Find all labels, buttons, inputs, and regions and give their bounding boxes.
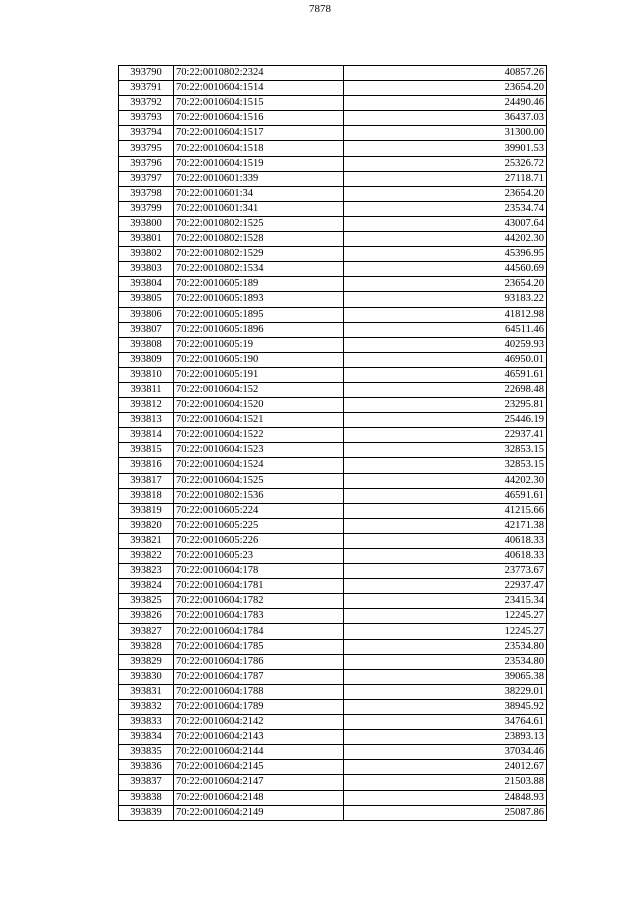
row-number-cell: 393821 bbox=[119, 533, 174, 548]
value-cell: 46950.01 bbox=[344, 352, 547, 367]
table-row bbox=[119, 549, 547, 564]
value-cell: 46591.61 bbox=[344, 367, 547, 382]
table-row bbox=[119, 699, 547, 714]
table-row bbox=[119, 398, 547, 413]
row-number-cell: 393811 bbox=[119, 382, 174, 397]
value-cell: 64511.46 bbox=[344, 322, 547, 337]
table-row bbox=[119, 473, 547, 488]
table-row bbox=[119, 337, 547, 352]
table-row bbox=[119, 458, 547, 473]
cadastral-number-cell: 70:22:0010604:1784 bbox=[174, 624, 344, 639]
value-cell: 23295.81 bbox=[344, 398, 547, 413]
table-row bbox=[119, 247, 547, 262]
value-cell: 24012.67 bbox=[344, 760, 547, 775]
cadastral-number-cell: 70:22:0010604:1520 bbox=[174, 398, 344, 413]
cadastral-number-cell: 70:22:0010802:1525 bbox=[174, 216, 344, 231]
cadastral-number-cell: 70:22:0010601:34 bbox=[174, 186, 344, 201]
row-number-cell: 393827 bbox=[119, 624, 174, 639]
table-row bbox=[119, 594, 547, 609]
table-row bbox=[119, 262, 547, 277]
table-row bbox=[119, 730, 547, 745]
table-row bbox=[119, 126, 547, 141]
row-number-cell: 393809 bbox=[119, 352, 174, 367]
table-row bbox=[119, 352, 547, 367]
value-cell: 40618.33 bbox=[344, 533, 547, 548]
table-row bbox=[119, 141, 547, 156]
row-number-cell: 393795 bbox=[119, 141, 174, 156]
table-row bbox=[119, 156, 547, 171]
cadastral-number-cell: 70:22:0010605:189 bbox=[174, 277, 344, 292]
row-number-cell: 393797 bbox=[119, 171, 174, 186]
row-number-cell: 393833 bbox=[119, 715, 174, 730]
value-cell: 23534.74 bbox=[344, 201, 547, 216]
value-cell: 22937.41 bbox=[344, 428, 547, 443]
table-row bbox=[119, 609, 547, 624]
cadastral-number-cell: 70:22:0010604:2148 bbox=[174, 790, 344, 805]
row-number-cell: 393799 bbox=[119, 201, 174, 216]
row-number-cell: 393814 bbox=[119, 428, 174, 443]
cadastral-number-cell: 70:22:0010605:1896 bbox=[174, 322, 344, 337]
table-row bbox=[119, 775, 547, 790]
table-row bbox=[119, 216, 547, 231]
table-body bbox=[119, 66, 547, 821]
cadastral-number-cell: 70:22:0010604:152 bbox=[174, 382, 344, 397]
cadastral-number-cell: 70:22:0010604:1518 bbox=[174, 141, 344, 156]
table-row bbox=[119, 488, 547, 503]
row-number-cell: 393798 bbox=[119, 186, 174, 201]
table-row bbox=[119, 790, 547, 805]
table-row bbox=[119, 443, 547, 458]
cadastral-number-cell: 70:22:0010605:225 bbox=[174, 518, 344, 533]
cadastral-number-cell: 70:22:0010605:1895 bbox=[174, 307, 344, 322]
row-number-cell: 393834 bbox=[119, 730, 174, 745]
cadastral-number-cell: 70:22:0010601:339 bbox=[174, 171, 344, 186]
page-number: 7878 bbox=[309, 3, 331, 15]
cadastral-number-cell: 70:22:0010604:1787 bbox=[174, 669, 344, 684]
value-cell: 23654.20 bbox=[344, 81, 547, 96]
value-cell: 23654.20 bbox=[344, 186, 547, 201]
value-cell: 40857.26 bbox=[344, 66, 547, 81]
cadastral-number-cell: 70:22:0010601:341 bbox=[174, 201, 344, 216]
row-number-cell: 393837 bbox=[119, 775, 174, 790]
cadastral-number-cell: 70:22:0010604:2147 bbox=[174, 775, 344, 790]
value-cell: 31300.00 bbox=[344, 126, 547, 141]
cadastral-number-cell: 70:22:0010604:1783 bbox=[174, 609, 344, 624]
value-cell: 12245.27 bbox=[344, 624, 547, 639]
cadastral-number-cell: 70:22:0010604:2144 bbox=[174, 745, 344, 760]
value-cell: 36437.03 bbox=[344, 111, 547, 126]
table-row bbox=[119, 171, 547, 186]
value-cell: 27118.71 bbox=[344, 171, 547, 186]
value-cell: 12245.27 bbox=[344, 609, 547, 624]
row-number-cell: 393806 bbox=[119, 307, 174, 322]
cadastral-number-cell: 70:22:0010604:1519 bbox=[174, 156, 344, 171]
table-row bbox=[119, 292, 547, 307]
table-row bbox=[119, 186, 547, 201]
cadastral-number-cell: 70:22:0010604:1782 bbox=[174, 594, 344, 609]
table-row bbox=[119, 322, 547, 337]
value-cell: 23893.13 bbox=[344, 730, 547, 745]
row-number-cell: 393800 bbox=[119, 216, 174, 231]
cadastral-number-cell: 70:22:0010604:1514 bbox=[174, 81, 344, 96]
table-row bbox=[119, 277, 547, 292]
table-row bbox=[119, 639, 547, 654]
row-number-cell: 393813 bbox=[119, 413, 174, 428]
cadastral-number-cell: 70:22:0010604:2149 bbox=[174, 805, 344, 820]
table-row bbox=[119, 307, 547, 322]
row-number-cell: 393802 bbox=[119, 247, 174, 262]
table-row bbox=[119, 684, 547, 699]
cadastral-number-cell: 70:22:0010604:1516 bbox=[174, 111, 344, 126]
row-number-cell: 393791 bbox=[119, 81, 174, 96]
value-cell: 34764.61 bbox=[344, 715, 547, 730]
value-cell: 45396.95 bbox=[344, 247, 547, 262]
table-row bbox=[119, 428, 547, 443]
row-number-cell: 393807 bbox=[119, 322, 174, 337]
row-number-cell: 393796 bbox=[119, 156, 174, 171]
value-cell: 44560.69 bbox=[344, 262, 547, 277]
row-number-cell: 393818 bbox=[119, 488, 174, 503]
cadastral-number-cell: 70:22:0010605:19 bbox=[174, 337, 344, 352]
cadastral-number-cell: 70:22:0010604:1521 bbox=[174, 413, 344, 428]
cadastral-number-cell: 70:22:0010604:1525 bbox=[174, 473, 344, 488]
value-cell: 41215.66 bbox=[344, 503, 547, 518]
cadastral-number-cell: 70:22:0010604:1515 bbox=[174, 96, 344, 111]
cadastral-number-cell: 70:22:0010604:1789 bbox=[174, 699, 344, 714]
cadastral-number-cell: 70:22:0010604:1524 bbox=[174, 458, 344, 473]
value-cell: 46591.61 bbox=[344, 488, 547, 503]
value-cell: 38945.92 bbox=[344, 699, 547, 714]
value-cell: 44202.30 bbox=[344, 473, 547, 488]
row-number-cell: 393817 bbox=[119, 473, 174, 488]
row-number-cell: 393803 bbox=[119, 262, 174, 277]
table-row bbox=[119, 654, 547, 669]
cadastral-number-cell: 70:22:0010605:23 bbox=[174, 549, 344, 564]
cadastral-number-cell: 70:22:0010605:224 bbox=[174, 503, 344, 518]
row-number-cell: 393828 bbox=[119, 639, 174, 654]
row-number-cell: 393835 bbox=[119, 745, 174, 760]
cadastral-number-cell: 70:22:0010604:1523 bbox=[174, 443, 344, 458]
table-row bbox=[119, 81, 547, 96]
row-number-cell: 393831 bbox=[119, 684, 174, 699]
table-row bbox=[119, 413, 547, 428]
value-cell: 23415.34 bbox=[344, 594, 547, 609]
value-cell: 39901.53 bbox=[344, 141, 547, 156]
cadastral-number-cell: 70:22:0010604:2143 bbox=[174, 730, 344, 745]
value-cell: 23534.80 bbox=[344, 654, 547, 669]
value-cell: 24490.46 bbox=[344, 96, 547, 111]
cadastral-number-cell: 70:22:0010604:2145 bbox=[174, 760, 344, 775]
value-cell: 38229.01 bbox=[344, 684, 547, 699]
row-number-cell: 393829 bbox=[119, 654, 174, 669]
table-row bbox=[119, 503, 547, 518]
row-number-cell: 393825 bbox=[119, 594, 174, 609]
value-cell: 32853.15 bbox=[344, 458, 547, 473]
row-number-cell: 393819 bbox=[119, 503, 174, 518]
row-number-cell: 393792 bbox=[119, 96, 174, 111]
cadastral-number-cell: 70:22:0010604:1517 bbox=[174, 126, 344, 141]
cadastral-number-cell: 70:22:0010605:1893 bbox=[174, 292, 344, 307]
value-cell: 44202.30 bbox=[344, 232, 547, 247]
table-row bbox=[119, 201, 547, 216]
table-row bbox=[119, 624, 547, 639]
table-row bbox=[119, 564, 547, 579]
row-number-cell: 393801 bbox=[119, 232, 174, 247]
table-row bbox=[119, 382, 547, 397]
value-cell: 40618.33 bbox=[344, 549, 547, 564]
value-cell: 93183.22 bbox=[344, 292, 547, 307]
table-row bbox=[119, 367, 547, 382]
value-cell: 21503.88 bbox=[344, 775, 547, 790]
table-row bbox=[119, 745, 547, 760]
value-cell: 42171.38 bbox=[344, 518, 547, 533]
table-row bbox=[119, 96, 547, 111]
cadastral-number-cell: 70:22:0010604:2142 bbox=[174, 715, 344, 730]
row-number-cell: 393816 bbox=[119, 458, 174, 473]
cadastral-number-cell: 70:22:0010605:191 bbox=[174, 367, 344, 382]
row-number-cell: 393794 bbox=[119, 126, 174, 141]
value-cell: 43007.64 bbox=[344, 216, 547, 231]
table-row bbox=[119, 518, 547, 533]
value-cell: 25446.19 bbox=[344, 413, 547, 428]
table-row bbox=[119, 66, 547, 81]
value-cell: 23534.80 bbox=[344, 639, 547, 654]
cadastral-number-cell: 70:22:0010604:1788 bbox=[174, 684, 344, 699]
value-cell: 22937.47 bbox=[344, 579, 547, 594]
row-number-cell: 393823 bbox=[119, 564, 174, 579]
cadastral-number-cell: 70:22:0010802:1528 bbox=[174, 232, 344, 247]
value-cell: 37034.46 bbox=[344, 745, 547, 760]
data-table bbox=[118, 65, 547, 821]
cadastral-number-cell: 70:22:0010605:226 bbox=[174, 533, 344, 548]
value-cell: 25326.72 bbox=[344, 156, 547, 171]
cadastral-number-cell: 70:22:0010604:1786 bbox=[174, 654, 344, 669]
table-row bbox=[119, 579, 547, 594]
value-cell: 22698.48 bbox=[344, 382, 547, 397]
row-number-cell: 393812 bbox=[119, 398, 174, 413]
row-number-cell: 393822 bbox=[119, 549, 174, 564]
value-cell: 23654.20 bbox=[344, 277, 547, 292]
row-number-cell: 393815 bbox=[119, 443, 174, 458]
table-row bbox=[119, 111, 547, 126]
row-number-cell: 393836 bbox=[119, 760, 174, 775]
value-cell: 25087.86 bbox=[344, 805, 547, 820]
cadastral-number-cell: 70:22:0010802:2324 bbox=[174, 66, 344, 81]
cadastral-number-cell: 70:22:0010604:1785 bbox=[174, 639, 344, 654]
row-number-cell: 393790 bbox=[119, 66, 174, 81]
value-cell: 39065.38 bbox=[344, 669, 547, 684]
cadastral-number-cell: 70:22:0010802:1534 bbox=[174, 262, 344, 277]
value-cell: 40259.93 bbox=[344, 337, 547, 352]
cadastral-number-cell: 70:22:0010604:1781 bbox=[174, 579, 344, 594]
row-number-cell: 393808 bbox=[119, 337, 174, 352]
value-cell: 32853.15 bbox=[344, 443, 547, 458]
table-row bbox=[119, 805, 547, 820]
row-number-cell: 393793 bbox=[119, 111, 174, 126]
cadastral-number-cell: 70:22:0010802:1536 bbox=[174, 488, 344, 503]
row-number-cell: 393820 bbox=[119, 518, 174, 533]
row-number-cell: 393839 bbox=[119, 805, 174, 820]
value-cell: 41812.98 bbox=[344, 307, 547, 322]
table-row bbox=[119, 533, 547, 548]
row-number-cell: 393805 bbox=[119, 292, 174, 307]
row-number-cell: 393810 bbox=[119, 367, 174, 382]
row-number-cell: 393804 bbox=[119, 277, 174, 292]
cadastral-number-cell: 70:22:0010605:190 bbox=[174, 352, 344, 367]
cadastral-number-cell: 70:22:0010604:178 bbox=[174, 564, 344, 579]
table-row bbox=[119, 669, 547, 684]
table-row bbox=[119, 760, 547, 775]
row-number-cell: 393832 bbox=[119, 699, 174, 714]
value-cell: 24848.93 bbox=[344, 790, 547, 805]
cadastral-number-cell: 70:22:0010604:1522 bbox=[174, 428, 344, 443]
table-row bbox=[119, 715, 547, 730]
row-number-cell: 393824 bbox=[119, 579, 174, 594]
cadastral-number-cell: 70:22:0010802:1529 bbox=[174, 247, 344, 262]
row-number-cell: 393838 bbox=[119, 790, 174, 805]
value-cell: 23773.67 bbox=[344, 564, 547, 579]
row-number-cell: 393826 bbox=[119, 609, 174, 624]
table-row bbox=[119, 232, 547, 247]
row-number-cell: 393830 bbox=[119, 669, 174, 684]
